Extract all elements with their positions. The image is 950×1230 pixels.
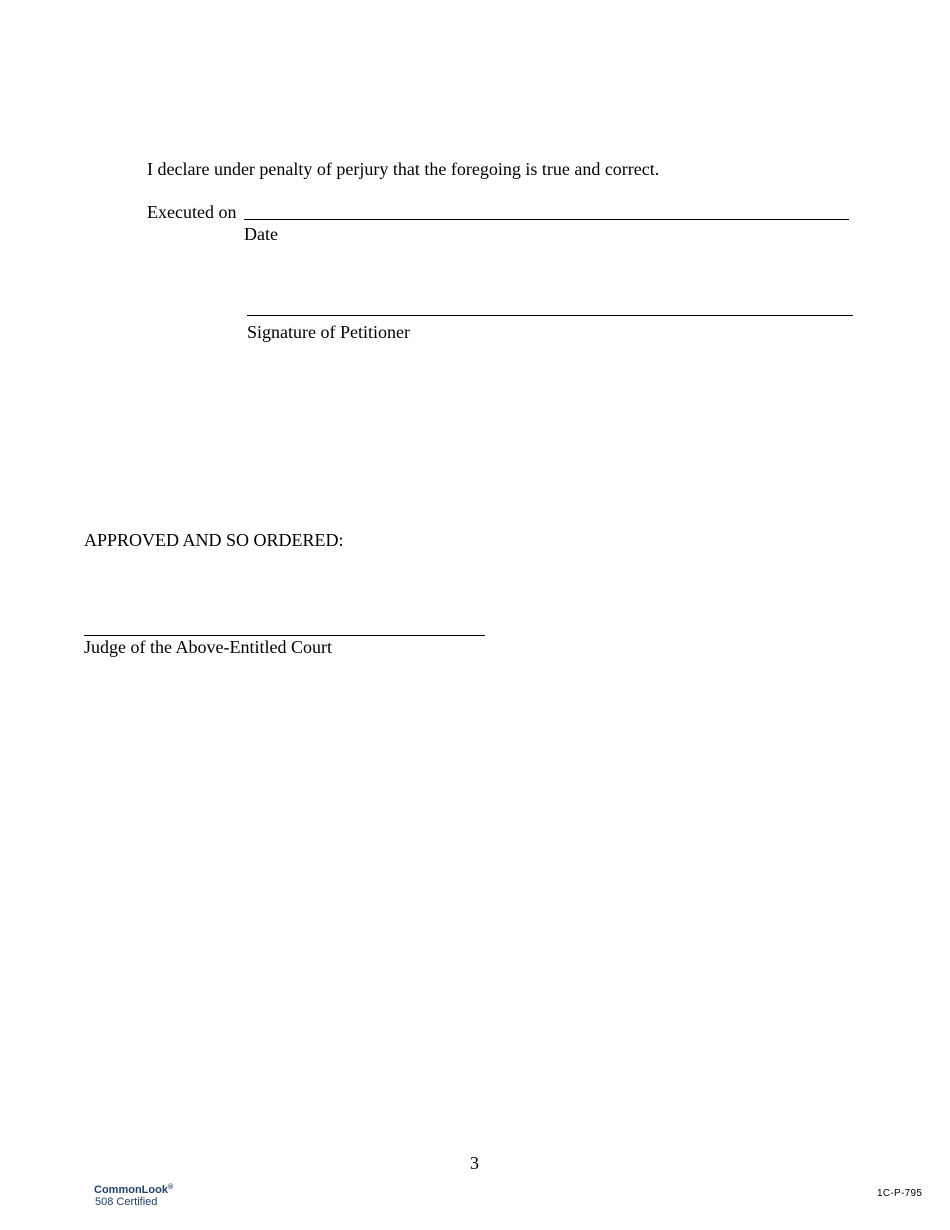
commonlook-logo <box>94 1184 173 1208</box>
executed-on-label: Executed on <box>147 202 237 222</box>
judge-signature-line[interactable] <box>84 635 485 636</box>
judge-signature-label: Judge of the Above-Entitled Court <box>84 637 332 657</box>
execution-date-line[interactable] <box>244 219 849 220</box>
date-label: Date <box>244 224 278 244</box>
page-number: 3 <box>470 1153 479 1173</box>
logo-name: CommonLook® <box>94 1184 174 1196</box>
approved-ordered-heading: APPROVED AND SO ORDERED: <box>84 530 344 550</box>
logo-subtitle: 508 Certified <box>95 1196 158 1208</box>
petitioner-signature-label: Signature of Petitioner <box>247 322 410 342</box>
petitioner-signature-line[interactable] <box>247 315 853 316</box>
form-id: 1C-P-795 <box>877 1188 923 1199</box>
perjury-declaration: I declare under penalty of perjury that the foregoing is true and correct. <box>147 159 660 179</box>
registered-mark: ® <box>167 1184 174 1191</box>
